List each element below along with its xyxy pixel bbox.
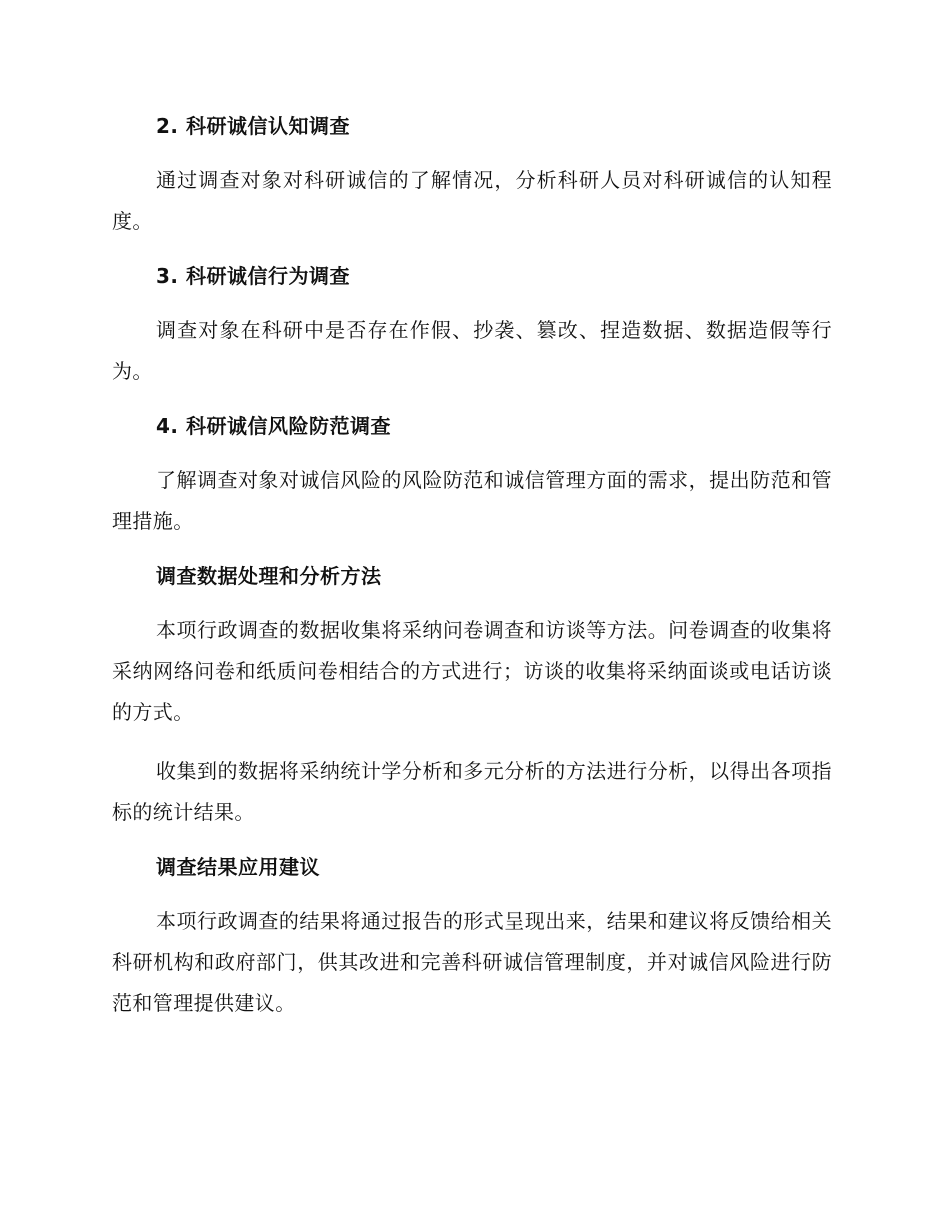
paragraph-cognition: 通过调查对象对科研诚信的了解情况，分析科研人员对科研诚信的认知程度。 <box>112 168 832 233</box>
paragraph-application: 本项行政调查的结果将通过报告的形式呈现出来，结果和建议将反馈给相关科研机构和政府部门，供其改进和完善科研诚信管理制度，并对诚信风险进行防范和管理提供建议。 <box>112 909 832 1015</box>
section-heading-risk-prevention: 4. 科研诚信风险防范调查 <box>156 414 391 438</box>
paragraph-data-collection: 本项行政调查的数据收集将采纳问卷调查和访谈等方法。问卷调查的收集将采纳网络问卷和纸质问卷相结合的方式进行；访谈的收集将采纳面谈或电话访谈的方式。 <box>112 618 832 724</box>
paragraph-risk-prevention: 了解调查对象对诚信风险的风险防范和诚信管理方面的需求，提出防范和管理措施。 <box>112 468 832 533</box>
section-heading-behavior: 3. 科研诚信行为调查 <box>156 264 350 288</box>
section-heading-cognition: 2. 科研诚信认知调查 <box>156 114 350 138</box>
paragraph-behavior: 调查对象在科研中是否存在作假、抄袭、篡改、捏造数据、数据造假等行为。 <box>112 318 832 383</box>
section-heading-data-analysis: 调查数据处理和分析方法 <box>156 564 382 588</box>
document-body <box>112 110 832 1042</box>
paragraph-data-analysis: 收集到的数据将采纳统计学分析和多元分析的方法进行分析，以得出各项指标的统计结果。 <box>112 759 832 824</box>
section-heading-application: 调查结果应用建议 <box>156 855 320 879</box>
